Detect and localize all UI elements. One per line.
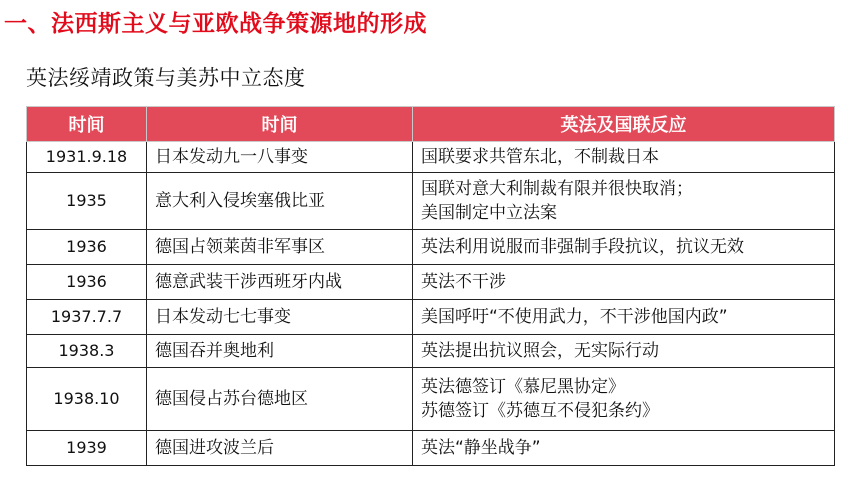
row-response [413,265,835,300]
response-line: 美国呼吁“不使用武力，不干涉他国内政” [421,307,728,327]
row-event: 德国吞并奥地利 [147,335,413,368]
events-table [26,106,835,466]
page-heading: 一、法西斯主义与亚欧战争策源地的形成 [4,11,427,37]
response-line: 苏德签订《苏德互不侵犯条约》 [421,401,659,421]
response-line: 英法“静坐战争” [421,438,541,458]
response-line: 英法提出抗议照会，无实际行动 [421,341,659,361]
row-date: 1937.7.7 [27,300,147,335]
table-row [27,431,835,466]
table-header-row [27,107,835,142]
response-line: 美国制定中立法案 [421,203,557,223]
table-row [27,265,835,300]
table-row [27,230,835,265]
header-event: 时间 [147,107,413,142]
row-date: 1936 [27,265,147,300]
response-line: 英法不干涉 [421,272,506,292]
row-date: 1931.9.18 [27,142,147,173]
response-line: 英法德签订《慕尼黑协定》 [421,377,625,397]
row-date: 1938.10 [27,368,147,431]
row-event: 意大利入侵埃塞俄比亚 [147,173,413,230]
table-row [27,300,835,335]
row-event: 日本发动九一八事变 [147,142,413,173]
row-response [413,142,835,173]
table-row [27,173,835,230]
row-response [413,230,835,265]
row-response [413,368,835,431]
response-line: 英法利用说服而非强制手段抗议，抗议无效 [421,237,744,257]
header-response: 英法及国联反应 [413,107,835,142]
row-event: 日本发动七七事变 [147,300,413,335]
row-event: 德国占领莱茵非军事区 [147,230,413,265]
table-row [27,335,835,368]
row-date: 1935 [27,173,147,230]
response-line: 国联对意大利制裁有限并很快取消； [421,179,693,199]
row-date: 1936 [27,230,147,265]
table-row [27,368,835,431]
row-response [413,300,835,335]
response-line: 国联要求共管东北，不制裁日本 [421,147,659,167]
section-subheading: 英法绥靖政策与美苏中立态度 [26,66,306,90]
row-date: 1938.3 [27,335,147,368]
row-date: 1939 [27,431,147,466]
row-event: 德国进攻波兰后 [147,431,413,466]
row-response [413,431,835,466]
row-response [413,335,835,368]
row-event: 德意武装干涉西班牙内战 [147,265,413,300]
header-date: 时间 [27,107,147,142]
row-response [413,173,835,230]
table-row [27,142,835,173]
row-event: 德国侵占苏台德地区 [147,368,413,431]
